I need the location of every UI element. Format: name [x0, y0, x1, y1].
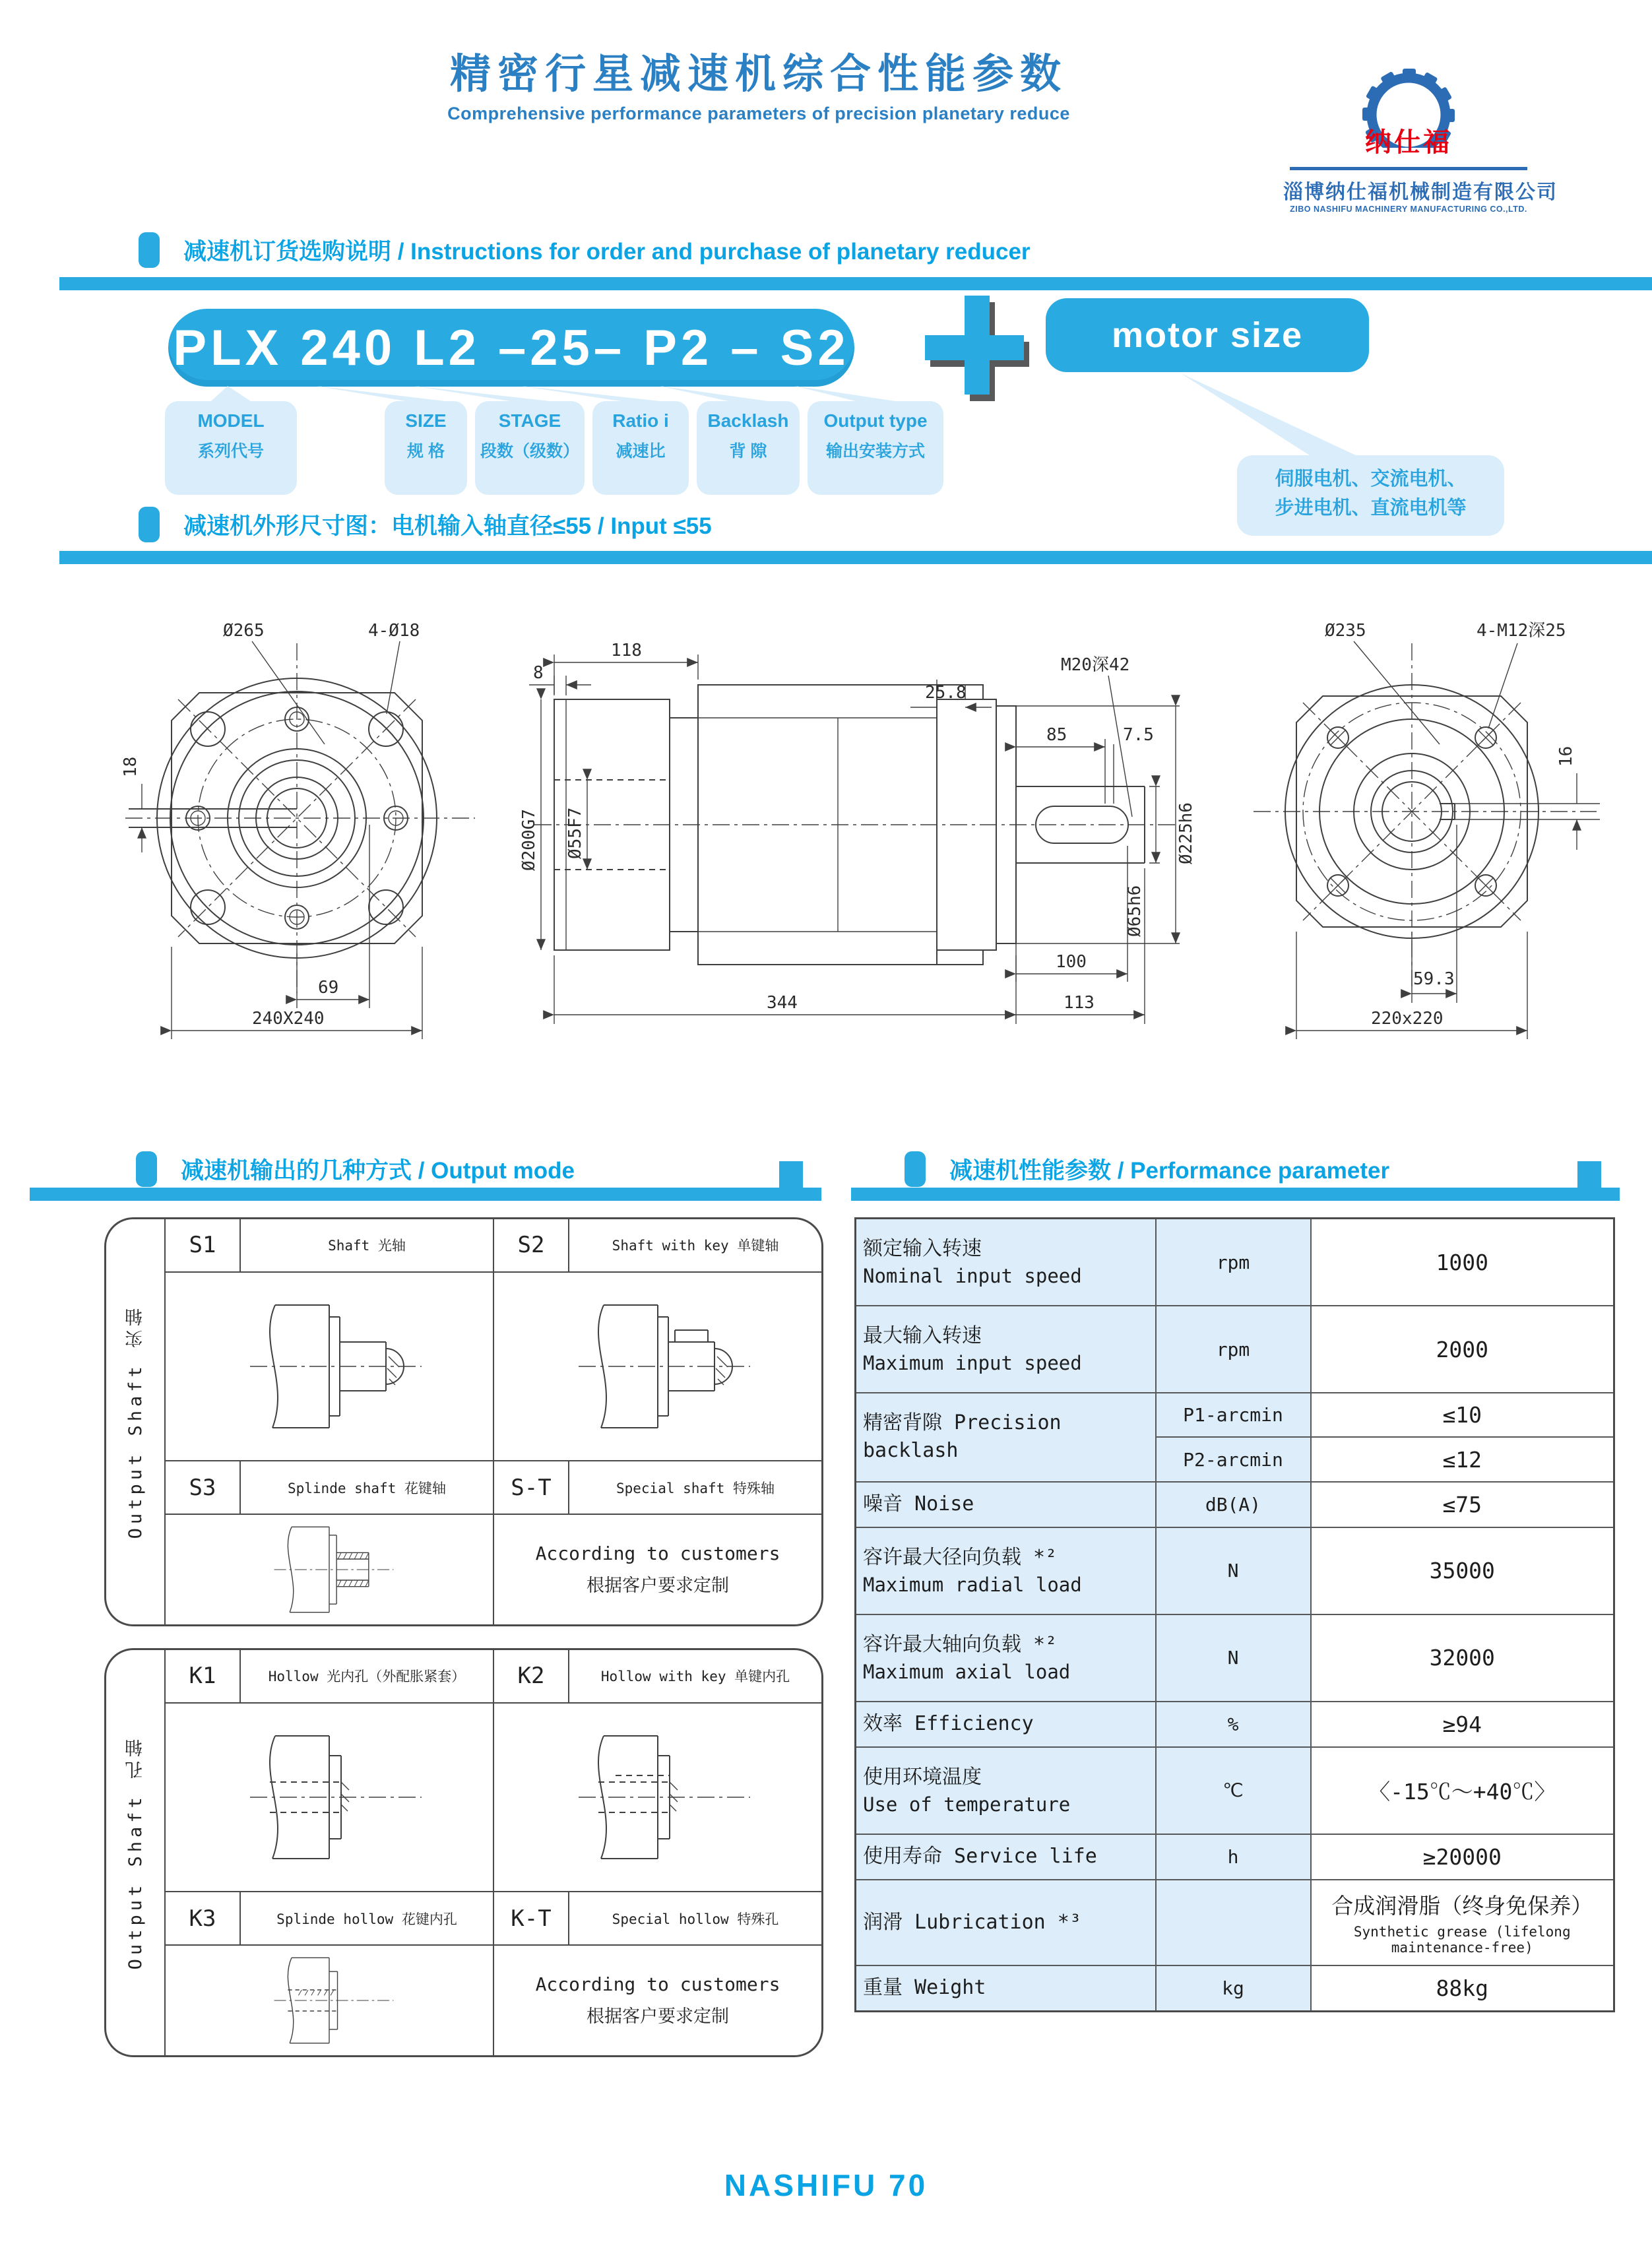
section-bullet-icon — [905, 1151, 926, 1187]
perf-4-value: ≤75 — [1311, 1482, 1614, 1527]
table-row — [856, 1614, 1614, 1702]
perf-0-unit: rpm — [1156, 1219, 1311, 1306]
perf-10-unit — [1156, 1880, 1311, 1965]
perf-10-value-en: Synthetic grease (lifelong maintenance-free) — [1353, 1924, 1571, 1956]
dim-front-dia: Ø265 — [223, 621, 265, 641]
motor-size-pill — [1046, 298, 1369, 372]
perf-8-zh: 使用环境温度 — [863, 1765, 982, 1789]
section-dimensions-header — [139, 507, 712, 542]
callout-ratio — [592, 401, 689, 495]
hollow-side-label: Output Shaft 孔轴 — [106, 1650, 166, 2055]
dim-front-square: 240X240 — [252, 1009, 325, 1029]
shaft-diagram-s1 — [224, 1291, 435, 1442]
perf-5-value: 35000 — [1311, 1527, 1614, 1614]
section-order-header — [139, 232, 1031, 268]
perf-1-en: Maximum input speed — [863, 1352, 1082, 1375]
page-title-en: Comprehensive performance parameters of precision planetary reduce — [447, 104, 1070, 123]
section-bullet-icon — [139, 232, 160, 268]
dim-rear-key: 16 — [1556, 746, 1576, 767]
shaft-diagram-s2 — [552, 1291, 763, 1442]
callout-backlash-en: Backlash — [707, 410, 789, 431]
table-row — [856, 1482, 1614, 1527]
shaft-diagram-k3 — [253, 1948, 405, 2053]
perf-8-unit: ℃ — [1156, 1747, 1311, 1834]
cell-desc-s1: Shaft 光轴 — [328, 1238, 406, 1254]
section-dimensions-title: 减速机外形尺寸图：电机输入轴直径≤55 / Input ≤55 — [183, 513, 712, 539]
table-row — [856, 1965, 1614, 2012]
dim-side-d225: Ø225h6 — [1176, 802, 1196, 864]
dim-side-d200: Ø200G7 — [519, 809, 539, 871]
perf-6-unit: N — [1156, 1614, 1311, 1702]
solid-custom-zh: 根据客户要求定制 — [587, 1576, 729, 1597]
callout-model — [165, 401, 297, 495]
page-title-zh: 精密行星减速机综合性能参数 — [449, 51, 1067, 97]
perf-2-value: ≤10 — [1311, 1393, 1614, 1437]
perf-2-zh: 精密背隙 Precision backlash — [863, 1411, 1062, 1463]
perf-1-unit: rpm — [1156, 1306, 1311, 1393]
hollow-custom-zh: 根据客户要求定制 — [587, 2006, 729, 2028]
cell-code-kt: K-T — [494, 1892, 569, 1944]
perf-3-value: ≤12 — [1311, 1437, 1614, 1481]
callout-backlash-zh: 背 隙 — [729, 442, 767, 461]
perf-7-zh: 效率 Efficiency — [863, 1712, 1034, 1736]
cell-code-k3: K3 — [166, 1892, 241, 1944]
table-row — [856, 1702, 1614, 1747]
rear-view-drawing — [1207, 607, 1630, 1056]
section-output-title: 减速机输出的几种方式 / Output mode — [181, 1158, 575, 1184]
dim-rear-off: 59.3 — [1413, 969, 1455, 989]
perf-4-zh: 噪音 Noise — [863, 1492, 974, 1516]
callout-stage — [475, 401, 585, 495]
dim-side-8: 8 — [533, 663, 544, 683]
section-output-bar — [30, 1188, 821, 1201]
dim-side-d65: Ø65h6 — [1125, 885, 1145, 937]
callout-backlash — [697, 401, 800, 495]
section-order-bar — [59, 277, 1652, 290]
dim-front-off: 69 — [318, 978, 339, 998]
cell-code-st: S-T — [494, 1461, 569, 1514]
callout-ratio-zh: 减速比 — [616, 442, 666, 461]
table-row — [856, 1834, 1614, 1880]
perf-6-zh: 容许最大轴向负载 *² — [863, 1632, 1058, 1656]
page-title — [356, 41, 1161, 124]
cell-code-s1: S1 — [166, 1219, 241, 1271]
cell-desc-s2: Shaft with key 单键轴 — [612, 1238, 779, 1254]
motor-note-line1: 伺服电机、交流电机、 — [1275, 468, 1467, 490]
table-row — [856, 1880, 1614, 1965]
table-row — [856, 1219, 1614, 1306]
section-output-header — [136, 1151, 575, 1187]
output-mode-table-hollow — [104, 1648, 823, 2057]
perf-7-unit: % — [1156, 1702, 1311, 1747]
perf-8-value: 〈-15℃～+40℃〉 — [1311, 1747, 1614, 1834]
cell-code-s2: S2 — [494, 1219, 569, 1271]
cell-code-k2: K2 — [494, 1650, 569, 1702]
dim-side-344: 344 — [767, 993, 798, 1013]
perf-4-unit: dB(A) — [1156, 1482, 1311, 1527]
performance-table — [854, 1217, 1615, 2012]
cell-desc-k3: Splinde hollow 花键内孔 — [276, 1911, 457, 1927]
solid-custom-cell — [493, 1515, 821, 1624]
section-order-title: 减速机订货选购说明 / Instructions for order and purchase of planetary reducer — [183, 239, 1031, 265]
perf-0-value: 1000 — [1311, 1219, 1614, 1306]
callout-output-type — [808, 401, 943, 495]
table-row — [856, 1306, 1614, 1393]
section-performance-header — [905, 1151, 1389, 1187]
section-bullet-icon — [136, 1151, 157, 1187]
callout-size-en: SIZE — [405, 410, 447, 431]
callout-stage-zh: 段数（级数） — [480, 442, 579, 461]
table-row — [856, 1747, 1614, 1834]
dim-side-85: 85 — [1046, 725, 1067, 745]
front-view-drawing — [79, 607, 501, 1056]
motor-note-line2: 步进电机、直流电机等 — [1275, 497, 1467, 519]
perf-0-zh: 额定输入转速 — [863, 1237, 982, 1261]
section-performance-title: 减速机性能参数 / Performance parameter — [949, 1158, 1390, 1184]
page-footer: NASHIFU 70 — [724, 2168, 928, 2202]
cell-code-k1: K1 — [166, 1650, 241, 1702]
logo-badge-text: 纳仕福 — [1365, 128, 1452, 157]
section-performance-bar — [851, 1188, 1620, 1201]
perf-10-zh: 润滑 Lubrication *³ — [863, 1910, 1081, 1934]
perf-6-value: 32000 — [1311, 1614, 1614, 1702]
model-code-text: PLX 240 L2 –25– P2 – S2 — [173, 319, 850, 376]
perf-6-en: Maximum axial load — [863, 1660, 1071, 1683]
hollow-custom-cell — [493, 1946, 821, 2055]
output-mode-table-solid — [104, 1217, 823, 1626]
perf-1-value: 2000 — [1311, 1306, 1614, 1393]
solid-custom-en: According to customers — [535, 1543, 780, 1565]
cell-desc-s3: Splinde shaft 花键轴 — [287, 1480, 446, 1496]
table-row — [856, 1527, 1614, 1614]
perf-1-zh: 最大输入转速 — [863, 1324, 982, 1348]
perf-7-value: ≥94 — [1311, 1702, 1614, 1747]
perf-10-value: 合成润滑脂（终身免保养） — [1331, 1893, 1593, 1919]
callout-stage-en: STAGE — [498, 410, 561, 431]
perf-9-unit: h — [1156, 1834, 1311, 1880]
dim-front-key: 18 — [121, 756, 141, 777]
perf-11-unit: kg — [1156, 1965, 1311, 2012]
solid-side-label: Output Shaft 实轴 — [106, 1219, 166, 1624]
logo-divider — [1290, 167, 1527, 170]
shaft-diagram-k1 — [224, 1721, 435, 1873]
dim-side-258: 25.8 — [925, 683, 967, 703]
perf-11-value: 88kg — [1311, 1965, 1614, 2012]
side-view-drawing — [515, 607, 1201, 1056]
dim-side-118: 118 — [611, 641, 642, 660]
perf-0-en: Nominal input speed — [863, 1265, 1082, 1288]
cell-desc-k2: Hollow with key 单键内孔 — [600, 1669, 790, 1685]
callout-model-en: MODEL — [197, 410, 265, 431]
dim-side-100: 100 — [1056, 952, 1087, 972]
perf-9-zh: 使用寿命 Service life — [863, 1845, 1097, 1868]
dim-rear-dia: Ø235 — [1325, 621, 1366, 641]
logo-company-en: ZIBO NASHIFU MACHINERY MANUFACTURING CO.,LTD. — [1290, 205, 1527, 214]
hollow-custom-en: According to customers — [535, 1973, 780, 1996]
section-bullet-icon — [139, 507, 160, 542]
table-row — [856, 1393, 1614, 1437]
cell-desc-k1: Hollow 光内孔（外配胀紧套） — [268, 1669, 466, 1685]
section-dimensions-bar — [59, 551, 1652, 564]
callout-model-zh: 系列代号 — [197, 442, 264, 461]
dim-rear-square: 220x220 — [1371, 1009, 1444, 1029]
callout-output-type-en: Output type — [823, 410, 928, 431]
dim-side-75: 7.5 — [1123, 725, 1154, 745]
dim-side-m20: M20深42 — [1061, 655, 1130, 675]
dim-side-113: 113 — [1064, 993, 1095, 1013]
dim-side-d55: Ø55F7 — [565, 807, 585, 859]
dim-rear-holes: 4-M12深25 — [1477, 621, 1566, 641]
shaft-diagram-k2 — [552, 1721, 763, 1873]
motor-note-box — [1237, 455, 1504, 536]
dim-front-holes: 4-Ø18 — [368, 621, 420, 641]
callout-size — [385, 401, 467, 495]
cell-code-s3: S3 — [166, 1461, 241, 1514]
perf-5-en: Maximum radial load — [863, 1573, 1082, 1596]
motor-size-text: motor size — [1111, 315, 1304, 355]
perf-3-unit: P2-arcmin — [1156, 1437, 1311, 1481]
perf-8-en: Use of temperature — [863, 1793, 1071, 1816]
perf-2-unit: P1-arcmin — [1156, 1393, 1311, 1437]
cell-desc-st: Special shaft 特殊轴 — [616, 1480, 775, 1496]
logo-company-zh: 淄博纳仕福机械制造有限公司 — [1283, 181, 1558, 203]
cell-desc-kt: Special hollow 特殊孔 — [612, 1911, 779, 1927]
perf-9-value: ≥20000 — [1311, 1834, 1614, 1880]
callout-ratio-en: Ratio i — [612, 410, 669, 431]
perf-5-unit: N — [1156, 1527, 1311, 1614]
shaft-diagram-s3 — [253, 1517, 405, 1622]
callout-output-type-zh: 输出安装方式 — [825, 442, 925, 461]
company-logo — [1283, 63, 1558, 214]
callout-size-zh: 规 格 — [407, 442, 445, 461]
perf-5-zh: 容许最大径向负载 *² — [863, 1545, 1058, 1569]
perf-11-zh: 重量 Weight — [863, 1976, 986, 2000]
